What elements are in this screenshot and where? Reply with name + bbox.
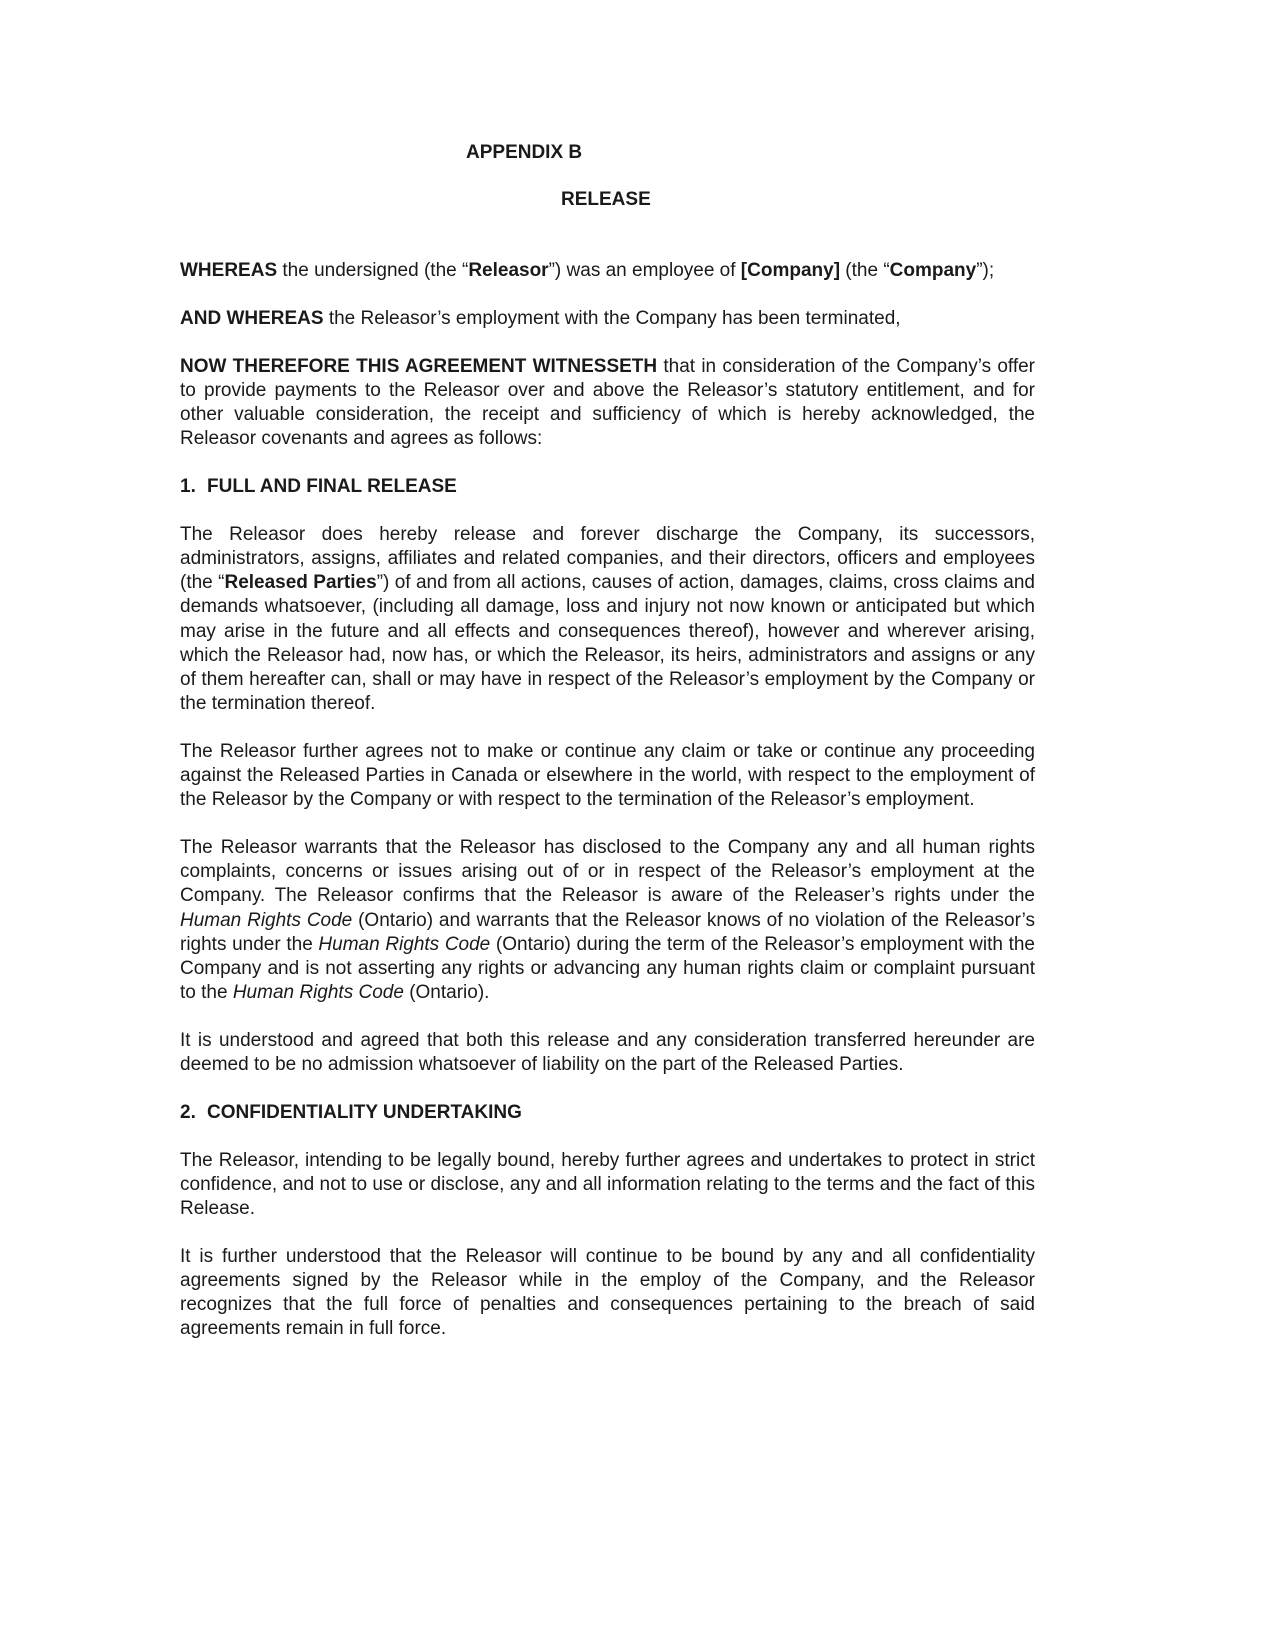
document-title: RELEASE [561, 189, 651, 211]
section-heading-full-and-final-release [180, 475, 1035, 499]
release-paragraph-4: It is understood and agreed that both this release and any consideration transferred hereunder are deemed to be no admission whatsoever of liability on the part of the Released Parties. [180, 1029, 1035, 1076]
whereas-lead: WHEREAS [180, 260, 278, 282]
witnesseth-clause: NOW THEREFORE THIS AGREEMENT WITNESSETH that in consideration of the Company’s offer to provide payments to the Releasor over and above the Releasor’s statutory entitlement, and for other valuable consideration, the receipt and sufficiency of which is hereby acknowledged, the Releasor covenants and agrees as follows: [180, 355, 1036, 450]
section-number: 1. [180, 476, 196, 498]
release-paragraph-2: The Releasor further agrees not to make or continue any claim or take or continue any proceeding against the Released Parties in Canada or elsewhere in the world, with respect to the employment of the Releasor by the Company or with respect to the termination of the Releasor’s employment. [180, 740, 1035, 811]
appendix-label: APPENDIX B [466, 142, 583, 163]
statute-name: Human Rights Code [232, 982, 404, 1004]
witnesseth-lead: NOW THEREFORE THIS AGREEMENT WITNESSETH [180, 355, 658, 377]
section-heading-confidentiality-undertaking [180, 1101, 1035, 1125]
whereas-clause-1: WHEREAS the undersigned (the “Releasor”) was an employee of [Company] (the “Company”); [180, 260, 995, 282]
whereas-clause-2: AND WHEREAS the Releasor’s employment with the Company has been terminated, [180, 308, 901, 330]
section-heading-text: CONFIDENTIALITY UNDERTAKING [207, 1101, 522, 1123]
defined-term-releasor: Releasor [468, 260, 549, 282]
section-heading-text: FULL AND FINAL RELEASE [207, 476, 457, 498]
company-placeholder: [Company] [740, 260, 841, 282]
release-paragraph-1: The Releasor does hereby release and forever discharge the Company, its successors, administrators, assigns, affiliates and related companies, and their directors, officers and employees (the “Released Parties”) of and from all actions, causes of action, damages, claims, cross claims and demands whatsoever, (including all damage, loss and injury not now known or anticipated but which may arise in the future and all effects and consequences thereof), however and wherever arising, which the Releasor had, now has, or which the Releasor, its heirs, administrators and assigns or any of them hereafter can, shall or may have in respect of the Releasor’s employment by the Company or the termination thereof. [180, 523, 1036, 715]
statute-name: Human Rights Code [318, 933, 491, 955]
defined-term-company: Company [889, 260, 977, 282]
release-paragraph-3: The Releasor warrants that the Releasor has disclosed to the Company any and all human rights complaints, concerns or issues arising out of or in respect of the Releasor’s employment at the Company. The Releasor confirms that the Releasor is aware of the Releaser’s rights under the Human Rights Code (Ontario) and warrants that the Releasor knows of no violation of the Releasor’s rights under the Human Rights Code (Ontario) during the term of the Releasor’s employment with the Company and is not asserting any rights or advancing any human rights claim or complaint pursuant to the Human Rights Code (Ontario). [180, 837, 1035, 1004]
statute-name: Human Rights Code [180, 909, 353, 931]
defined-term-released-parties: Released Parties [224, 572, 377, 594]
confidentiality-paragraph-1: The Releasor, intending to be legally bound, hereby further agrees and undertakes to protect in strict confidence, and not to use or disclose, any and all information relating to the terms and the fact of this Release. [180, 1149, 1035, 1219]
document-page [180, 141, 1035, 1342]
confidentiality-paragraph-2: It is further understood that the Releasor will continue to be bound by any and all confidentiality agreements signed by the Releasor while in the employ of the Company, and the Releasor recognizes that the full force of penalties and consequences pertaining to the breach of said agreements remain in full force. [180, 1245, 1035, 1340]
section-number: 2. [180, 1101, 196, 1123]
and-whereas-lead: AND WHEREAS [180, 308, 324, 330]
